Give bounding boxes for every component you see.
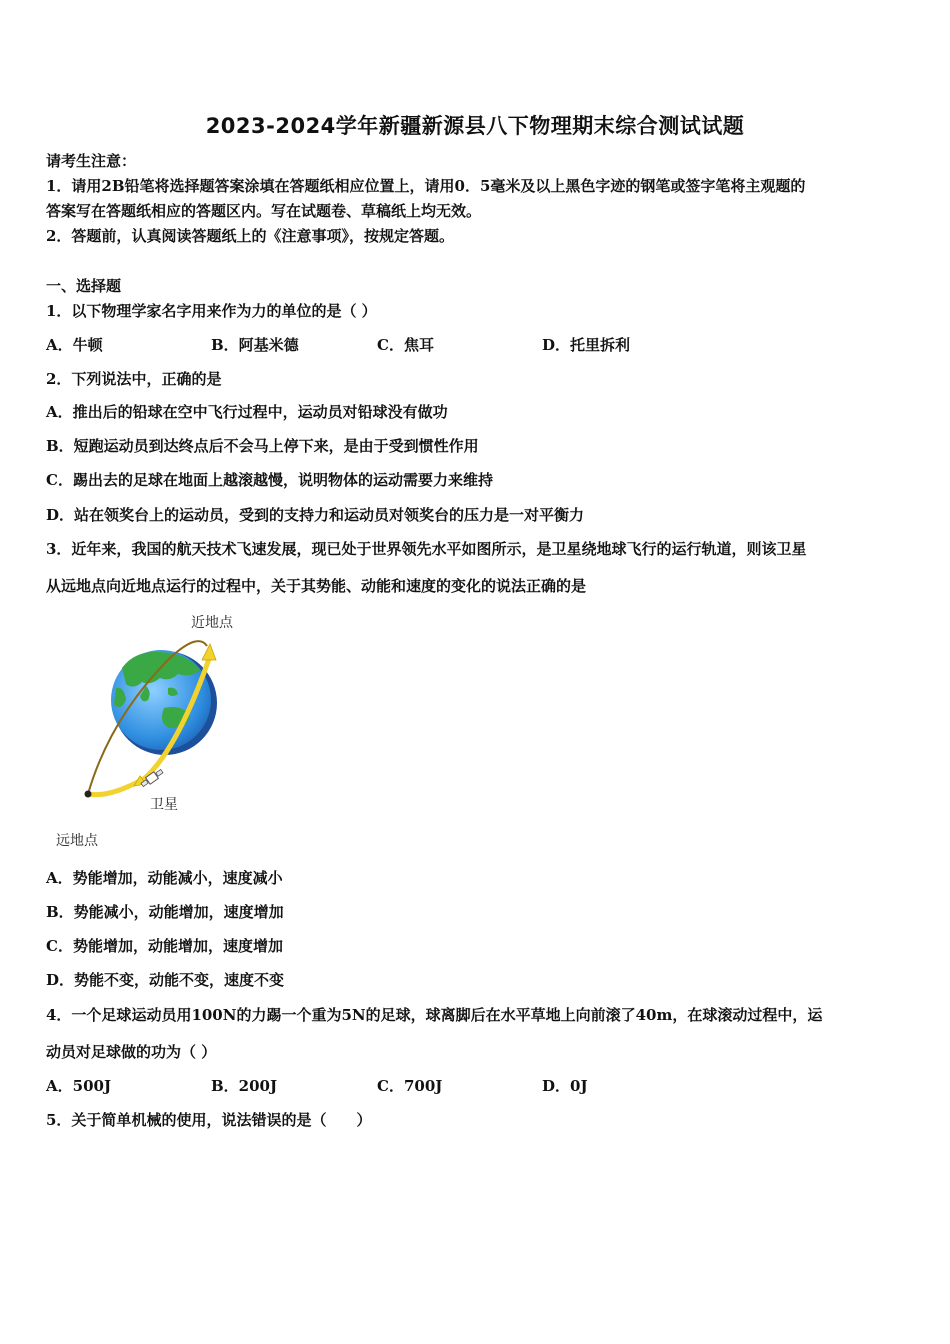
q1-option-c: C．焦耳	[377, 336, 434, 354]
q4-option-d: D．0J	[542, 1077, 588, 1095]
q5-stem: 5．关于简单机械的使用，说法错误的是（ ）	[46, 1111, 372, 1129]
q2-option-a: A．推出后的铅球在空中飞行过程中，运动员对铅球没有做功	[46, 403, 448, 421]
page-title: 2023-2024学年新疆新源县八下物理期末综合测试试题	[205, 114, 745, 138]
q4-option-b: B．200J	[211, 1077, 278, 1095]
q3-option-b: B．势能减小，动能增加，速度增加	[46, 903, 284, 921]
notice-item-2: 2．答题前，认真阅读答题纸上的《注意事项》，按规定答题。	[46, 227, 454, 245]
orbit-diagram	[50, 608, 250, 854]
q2-stem: 2．下列说法中，正确的是	[46, 370, 222, 388]
q3-option-c: C．势能增加，动能增加，速度增加	[46, 937, 283, 955]
q3-stem-cont: 从远地点向近地点运行的过程中，关于其势能、动能和速度的变化的说法正确的是	[46, 577, 587, 595]
q1-option-b: B．阿基米德	[211, 336, 299, 354]
q3-option-d: D．势能不变，动能不变，速度不变	[46, 971, 285, 989]
satellite-label: 卫星	[150, 797, 178, 813]
satellite-orbit-figure	[50, 608, 250, 854]
q4-stem: 4．一个足球运动员用100N的力踢一个重为5N的足球，球离脚后在水平草地上向前滚了40m，在球滚动过程中，运	[46, 1006, 823, 1024]
q1-option-d: D．托里拆利	[542, 336, 631, 354]
apogee-label: 远地点	[56, 833, 98, 849]
q2-option-d: D．站在领奖台上的运动员，受到的支持力和运动员对领奖台的压力是一对平衡力	[46, 506, 585, 524]
notice-item-1-cont: 答案写在答题纸相应的答题区内。写在试题卷、草稿纸上均无效。	[46, 202, 482, 220]
q3-stem: 3．近年来，我国的航天技术飞速发展，现已处于世界领先水平如图所示，是卫星绕地球飞行的运行轨道，则该卫星	[46, 540, 807, 558]
q1-option-a: A．牛顿	[46, 336, 103, 354]
q4-stem-cont: 动员对足球做的功为（ ）	[46, 1043, 217, 1061]
notice-item-1: 1．请用2B铅笔将选择题答案涂填在答题纸相应位置上，请用0．5毫米及以上黑色字迹的钢笔或签字笔将主观题的	[46, 177, 806, 195]
q2-option-b: B．短跑运动员到达终点后不会马上停下来，是由于受到惯性作用	[46, 437, 479, 455]
arrow-up-icon	[202, 644, 216, 660]
apogee-point	[85, 791, 92, 798]
q4-option-a: A．500J	[46, 1077, 112, 1095]
q4-option-c: C．700J	[377, 1077, 443, 1095]
section-heading: 一、选择题	[46, 277, 122, 295]
q1-stem: 1．以下物理学家名字用来作为力的单位的是（ ）	[46, 302, 377, 320]
perigee-label: 近地点	[191, 615, 233, 631]
q3-option-a: A．势能增加，动能减小，速度减小	[46, 869, 283, 887]
q2-option-c: C．踢出去的足球在地面上越滚越慢，说明物体的运动需要力来维持	[46, 471, 493, 489]
notice-heading: 请考生注意：	[46, 152, 137, 170]
